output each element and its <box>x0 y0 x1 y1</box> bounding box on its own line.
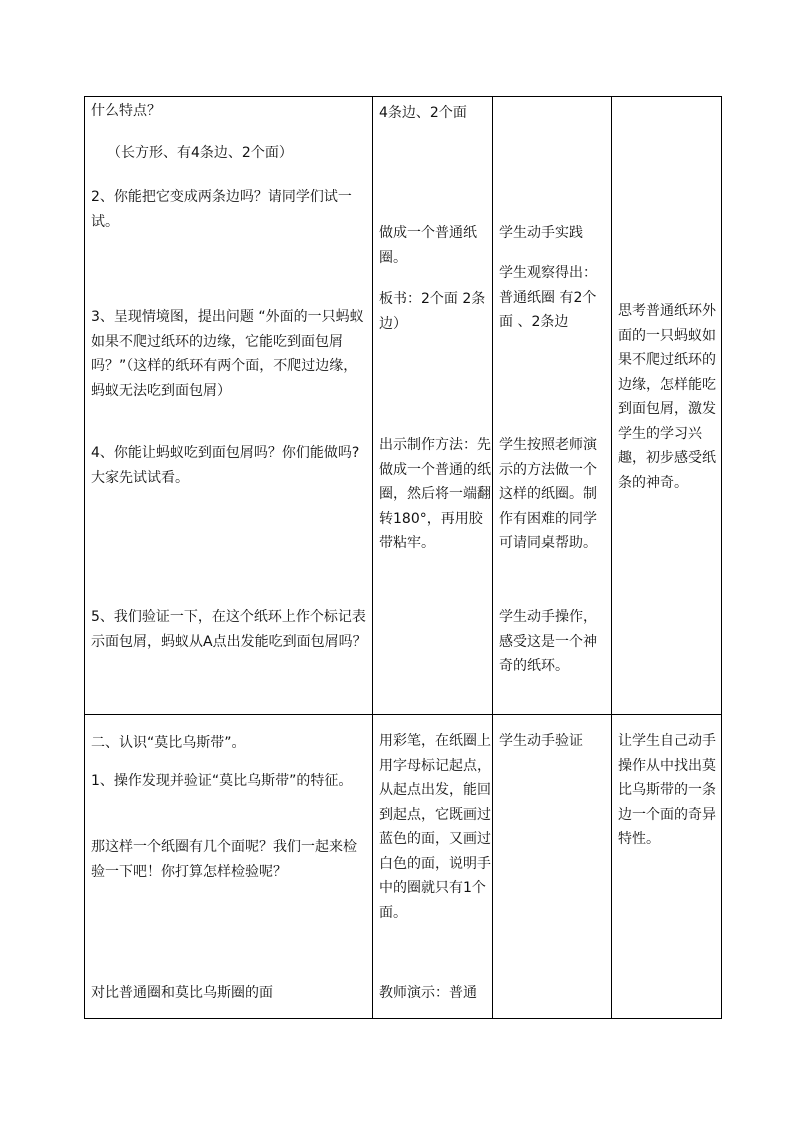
student-text: 学生动手验证 <box>499 733 583 749</box>
board-text: 出示制作方法：先做成一个普通的纸圈，然后将一端翻转180°，再用胶带粘牢。 <box>379 437 491 551</box>
board-cell <box>373 715 493 1019</box>
student-activity-cell <box>493 715 612 1019</box>
teacher-activity-cell <box>85 97 373 715</box>
lesson-plan-table <box>84 96 722 1019</box>
design-intent-cell <box>612 97 722 715</box>
teacher-text: 1、操作发现并验证“莫比乌斯带”的特征。 <box>91 773 353 789</box>
board-text: 用彩笔，在纸圈上用字母标记起点，从起点出发，能回到起点，它既画过蓝色的面，又画过白色的面，说明手中的圈就只有1个面。 <box>379 733 491 921</box>
teacher-text: 那这样一个纸圈有几个面呢？我们一起来检验一下吧！你打算怎样检验呢？ <box>91 839 357 880</box>
teacher-text: 4、你能让蚂蚁吃到面包屑吗？你们能做吗?大家先试试看。 <box>91 445 360 486</box>
intent-text: 思考普通纸环外面的一只蚂蚁如果不爬过纸环的边缘，怎样能吃到面包屑，激发学生的学习兴趣，初步感受纸条的神奇。 <box>618 303 716 491</box>
teacher-text: 对比普通圈和莫比乌斯圈的面 <box>91 985 273 1001</box>
student-activity-cell <box>493 97 612 715</box>
table-row <box>85 715 722 1019</box>
design-intent-cell <box>612 715 722 1019</box>
teacher-text: 3、呈现情境图，提出问题 “外面的一只蚂蚁如果不爬过纸环的边缘，它能吃到面包屑吗？”（这样的纸环有两个面，不爬过边缘，蚂蚁无法吃到面包屑） <box>91 309 364 399</box>
board-text: 教师演示：普通 <box>379 985 477 1001</box>
board-text: 板书：2个面 2条边） <box>379 291 486 332</box>
board-cell <box>373 97 493 715</box>
board-text: 做成一个普通纸圈。 <box>379 225 477 266</box>
student-text: 学生按照老师演示的方法做一个这样的纸圈。制作有困难的同学可请同桌帮助。 <box>499 437 597 551</box>
table-row <box>85 97 722 715</box>
teacher-text: （长方形、有4条边、2个面） <box>107 145 293 161</box>
teacher-activity-cell <box>85 715 373 1019</box>
student-text: 学生动手操作，感受这是一个神奇的纸环。 <box>499 609 597 674</box>
teacher-text: 二、认识“莫比乌斯带”。 <box>91 735 246 751</box>
board-text: 4条边、2个面 <box>379 105 467 121</box>
student-text: 学生观察得出：普通纸圈 有2个面 、2条边 <box>499 265 597 330</box>
intent-text: 让学生自己动手操作从中找出莫比乌斯带的一条边一个面的奇异特性。 <box>618 733 716 847</box>
teacher-text: 2、你能把它变成两条边吗？请同学们试一试。 <box>91 189 352 230</box>
teacher-text: 5、我们验证一下，在这个纸环上作个标记表示面包屑，蚂蚁从A点出发能吃到面包屑吗？ <box>91 609 367 650</box>
student-text: 学生动手实践 <box>499 225 583 241</box>
teacher-text: 什么特点？ <box>91 103 161 119</box>
